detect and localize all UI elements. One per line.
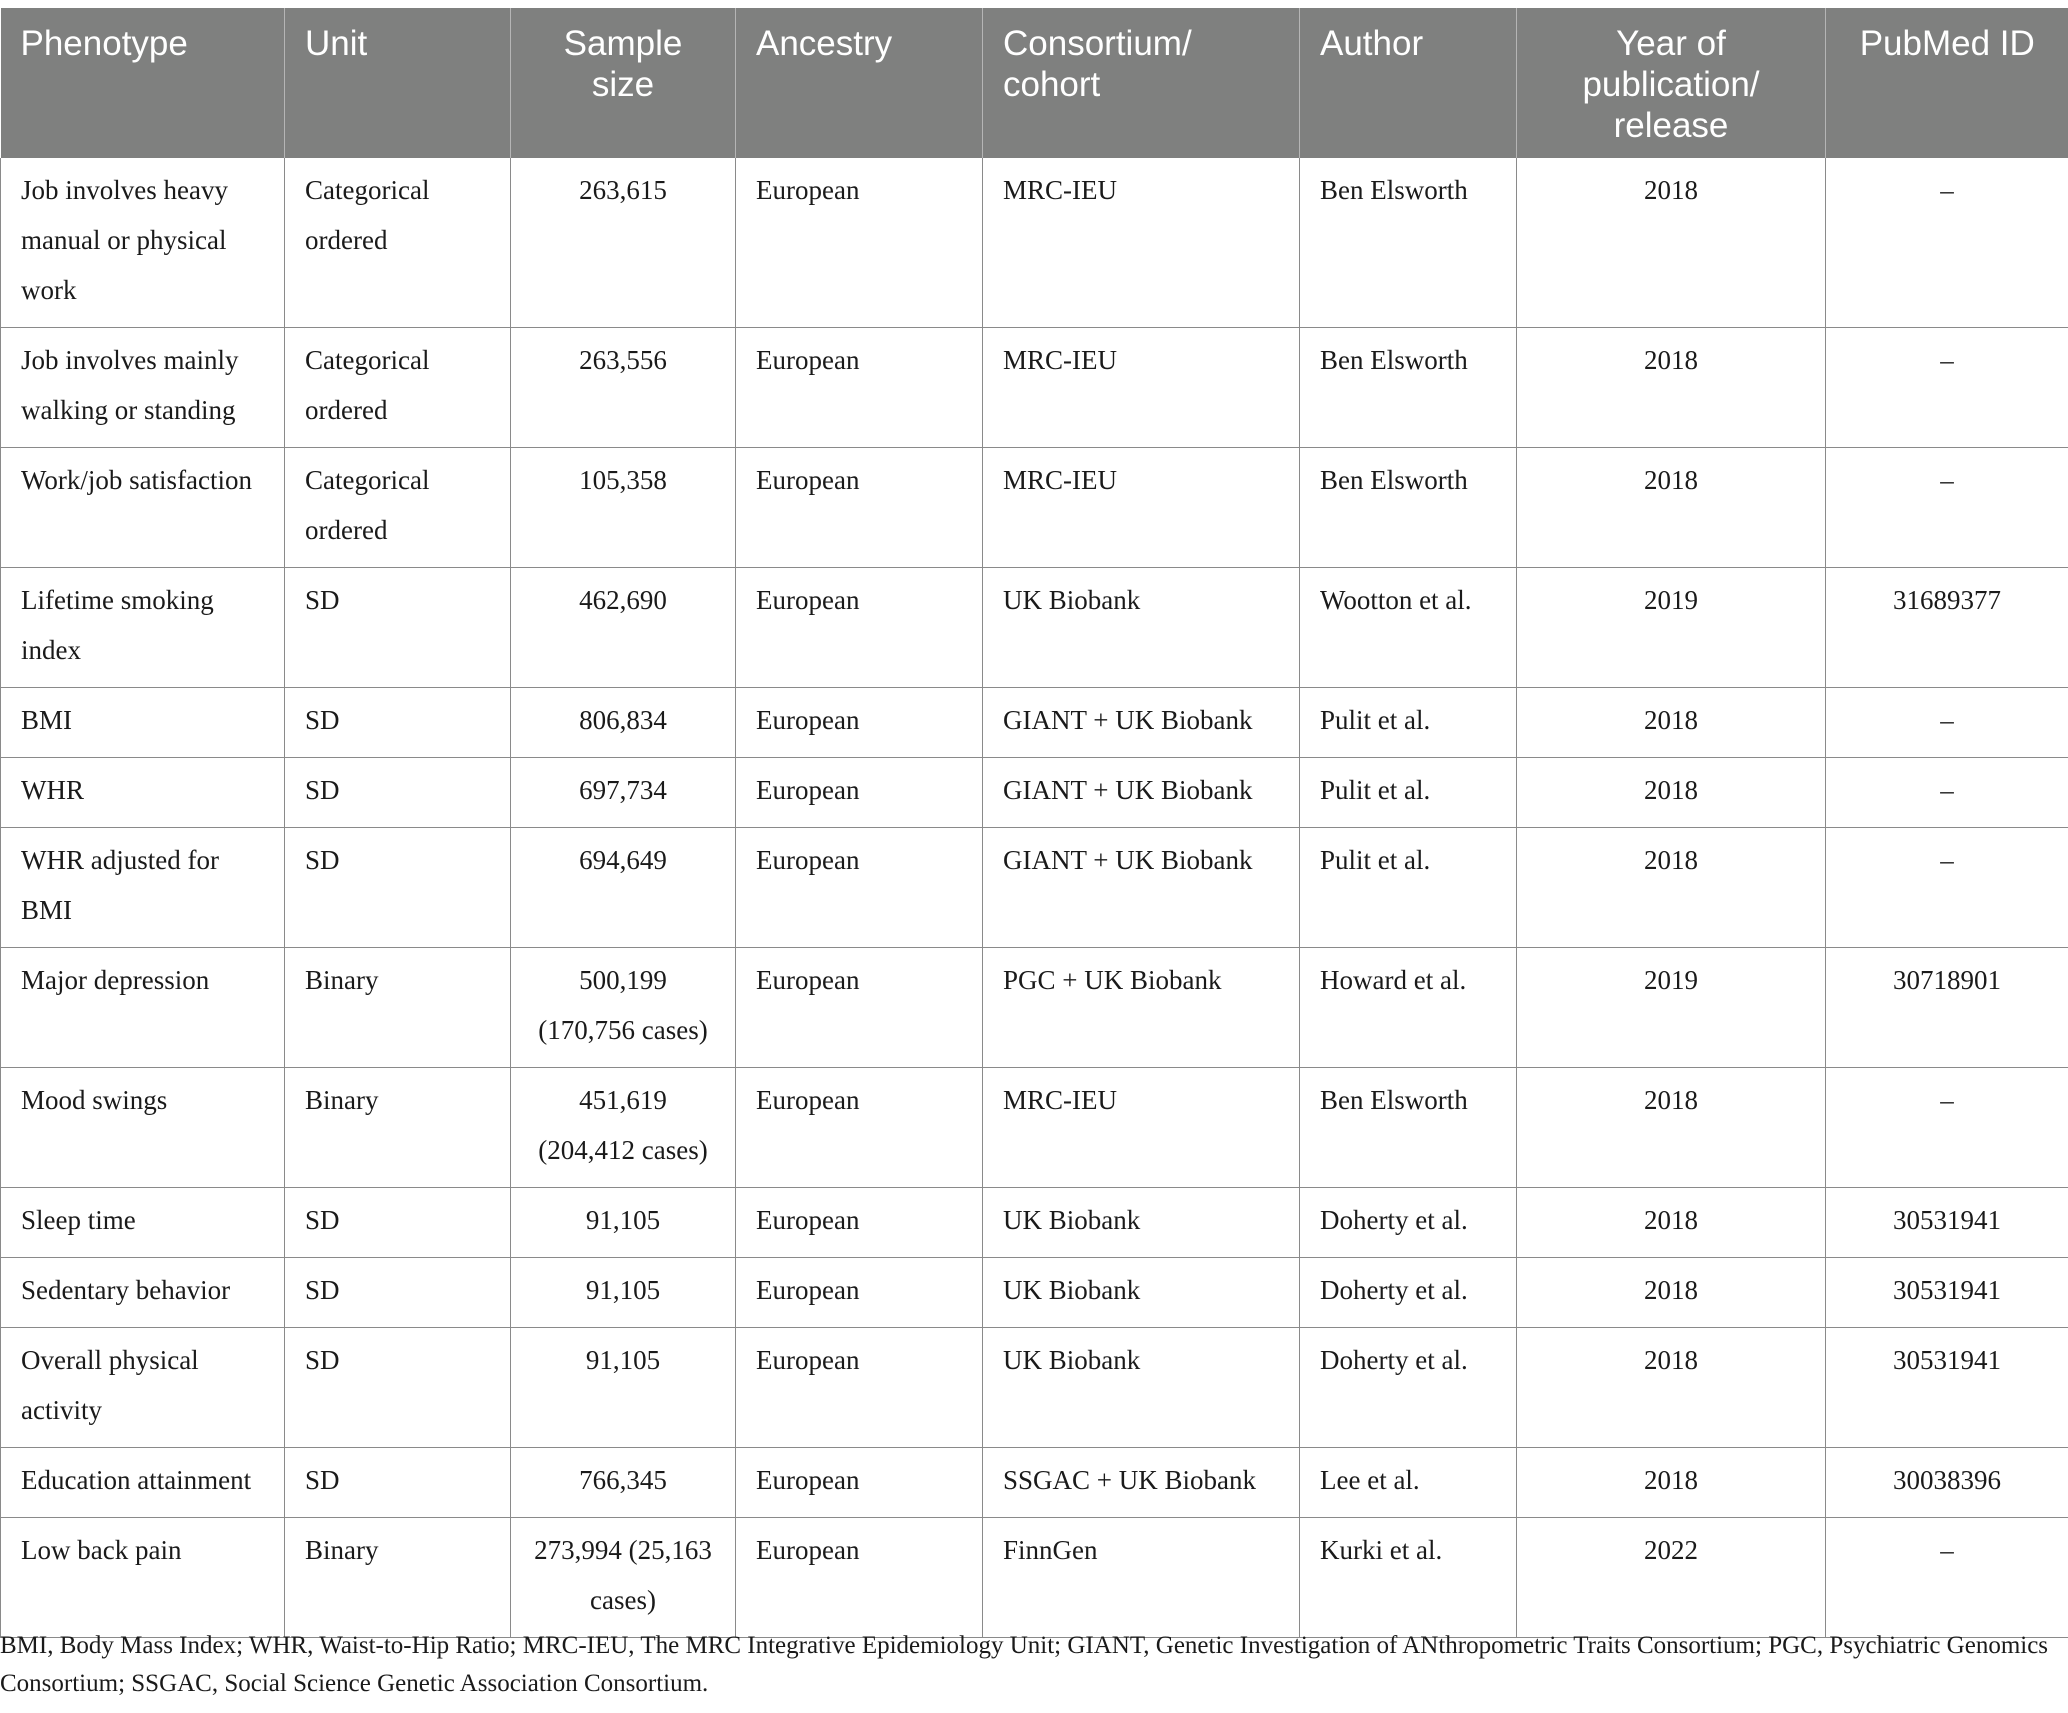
cell-sample-size: 766,345 — [511, 1448, 736, 1518]
cell-year: 2022 — [1517, 1518, 1826, 1638]
cell-author: Doherty et al. — [1300, 1188, 1517, 1258]
cell-phenotype: Education attainment — [1, 1448, 285, 1518]
cell-author: Ben Elsworth — [1300, 328, 1517, 448]
cell-pubmed-id: – — [1826, 328, 2068, 448]
cell-year: 2019 — [1517, 948, 1826, 1068]
cell-consortium: FinnGen — [983, 1518, 1300, 1638]
cell-ancestry: European — [736, 688, 983, 758]
cell-year: 2018 — [1517, 1448, 1826, 1518]
cell-unit: Binary — [285, 948, 511, 1068]
cell-pubmed-id: 30531941 — [1826, 1328, 2068, 1448]
cell-author: Ben Elsworth — [1300, 448, 1517, 568]
cell-unit: Categorical ordered — [285, 328, 511, 448]
cell-pubmed-id: 30531941 — [1826, 1258, 2068, 1328]
cell-year: 2018 — [1517, 328, 1826, 448]
cell-year: 2018 — [1517, 1068, 1826, 1188]
header-year: Year of publication/ release — [1517, 8, 1826, 158]
cell-pubmed-id: – — [1826, 828, 2068, 948]
cell-year: 2018 — [1517, 1188, 1826, 1258]
cell-pubmed-id: – — [1826, 1068, 2068, 1188]
cell-sample-size: 462,690 — [511, 568, 736, 688]
cell-unit: SD — [285, 688, 511, 758]
table-row — [1, 1518, 2068, 1638]
cell-phenotype: Mood swings — [1, 1068, 285, 1188]
cell-unit: SD — [285, 1328, 511, 1448]
cell-year: 2018 — [1517, 158, 1826, 328]
cell-ancestry: European — [736, 758, 983, 828]
header-phenotype: Phenotype — [1, 8, 285, 158]
cell-ancestry: European — [736, 158, 983, 328]
cell-consortium: UK Biobank — [983, 1188, 1300, 1258]
cell-sample-size: 105,358 — [511, 448, 736, 568]
cell-unit: SD — [285, 1448, 511, 1518]
cell-author: Howard et al. — [1300, 948, 1517, 1068]
cell-author: Doherty et al. — [1300, 1258, 1517, 1328]
cell-phenotype: Job involves mainly walking or standing — [1, 328, 285, 448]
cell-ancestry: European — [736, 1328, 983, 1448]
cell-author: Ben Elsworth — [1300, 158, 1517, 328]
cell-consortium: GIANT + UK Biobank — [983, 828, 1300, 948]
cell-pubmed-id: 30718901 — [1826, 948, 2068, 1068]
cell-ancestry: European — [736, 448, 983, 568]
table-row — [1, 158, 2068, 328]
cell-sample-size: 806,834 — [511, 688, 736, 758]
cell-year: 2018 — [1517, 1258, 1826, 1328]
cell-phenotype: Job involves heavy manual or physical work — [1, 158, 285, 328]
cell-consortium: UK Biobank — [983, 1258, 1300, 1328]
cell-author: Pulit et al. — [1300, 828, 1517, 948]
cell-phenotype: Work/job satisfaction — [1, 448, 285, 568]
cell-consortium: MRC-IEU — [983, 1068, 1300, 1188]
cell-year: 2018 — [1517, 1328, 1826, 1448]
cell-sample-size: 273,994 (25,163 cases) — [511, 1518, 736, 1638]
cell-year: 2019 — [1517, 568, 1826, 688]
cell-phenotype: Low back pain — [1, 1518, 285, 1638]
cell-author: Lee et al. — [1300, 1448, 1517, 1518]
cell-ancestry: European — [736, 1518, 983, 1638]
cell-sample-size: 451,619 (204,412 cases) — [511, 1068, 736, 1188]
data-table-container — [0, 8, 2068, 1638]
table-body — [1, 158, 2068, 1638]
header-author: Author — [1300, 8, 1517, 158]
cell-unit: SD — [285, 828, 511, 948]
cell-phenotype: WHR adjusted for BMI — [1, 828, 285, 948]
cell-pubmed-id: 31689377 — [1826, 568, 2068, 688]
cell-year: 2018 — [1517, 448, 1826, 568]
table-row — [1, 1068, 2068, 1188]
cell-pubmed-id: – — [1826, 1518, 2068, 1638]
cell-pubmed-id: – — [1826, 758, 2068, 828]
table-row — [1, 1258, 2068, 1328]
cell-sample-size: 263,556 — [511, 328, 736, 448]
cell-ancestry: European — [736, 948, 983, 1068]
cell-consortium: SSGAC + UK Biobank — [983, 1448, 1300, 1518]
cell-phenotype: Sleep time — [1, 1188, 285, 1258]
cell-unit: Categorical ordered — [285, 448, 511, 568]
cell-consortium: GIANT + UK Biobank — [983, 758, 1300, 828]
header-unit: Unit — [285, 8, 511, 158]
cell-author: Doherty et al. — [1300, 1328, 1517, 1448]
cell-sample-size: 694,649 — [511, 828, 736, 948]
table-row — [1, 568, 2068, 688]
cell-sample-size: 263,615 — [511, 158, 736, 328]
cell-sample-size: 500,199 (170,756 cases) — [511, 948, 736, 1068]
cell-phenotype: Major depression — [1, 948, 285, 1068]
cell-consortium: MRC-IEU — [983, 158, 1300, 328]
table-header-row — [1, 8, 2068, 158]
cell-ancestry: European — [736, 568, 983, 688]
cell-author: Wootton et al. — [1300, 568, 1517, 688]
header-pubmed-id: PubMed ID — [1826, 8, 2068, 158]
cell-author: Kurki et al. — [1300, 1518, 1517, 1638]
cell-sample-size: 697,734 — [511, 758, 736, 828]
cell-author: Pulit et al. — [1300, 758, 1517, 828]
cell-pubmed-id: 30531941 — [1826, 1188, 2068, 1258]
cell-sample-size: 91,105 — [511, 1188, 736, 1258]
cell-ancestry: European — [736, 1188, 983, 1258]
cell-phenotype: BMI — [1, 688, 285, 758]
cell-unit: SD — [285, 758, 511, 828]
cell-year: 2018 — [1517, 828, 1826, 948]
phenotype-table — [0, 8, 2068, 1638]
cell-phenotype: Overall physical activity — [1, 1328, 285, 1448]
cell-ancestry: European — [736, 1068, 983, 1188]
table-row — [1, 328, 2068, 448]
cell-unit: Binary — [285, 1518, 511, 1638]
table-row — [1, 688, 2068, 758]
cell-author: Pulit et al. — [1300, 688, 1517, 758]
cell-pubmed-id: – — [1826, 688, 2068, 758]
table-row — [1, 758, 2068, 828]
header-consortium-cohort: Consortium/ cohort — [983, 8, 1300, 158]
cell-author: Ben Elsworth — [1300, 1068, 1517, 1188]
cell-unit: Categorical ordered — [285, 158, 511, 328]
table-footnote: BMI, Body Mass Index; WHR, Waist-to-Hip Ratio; MRC-IEU, The MRC Integrative Epidemiology Unit; GIANT, Genetic Investigation of ANthropometric Traits Consortium; PGC, Psychiatric Genomics Consortium; SSGAC, Social Science Genetic Association Consortium. — [0, 1632, 2049, 1697]
header-sample-size: Sample size — [511, 8, 736, 158]
cell-ancestry: European — [736, 328, 983, 448]
cell-phenotype: Lifetime smoking index — [1, 568, 285, 688]
cell-pubmed-id: – — [1826, 158, 2068, 328]
table-row — [1, 1188, 2068, 1258]
cell-sample-size: 91,105 — [511, 1258, 736, 1328]
cell-phenotype: Sedentary behavior — [1, 1258, 285, 1328]
cell-consortium: UK Biobank — [983, 1328, 1300, 1448]
cell-unit: SD — [285, 1188, 511, 1258]
table-row — [1, 948, 2068, 1068]
cell-pubmed-id: 30038396 — [1826, 1448, 2068, 1518]
cell-consortium: UK Biobank — [983, 568, 1300, 688]
table-row — [1, 448, 2068, 568]
cell-phenotype: WHR — [1, 758, 285, 828]
cell-ancestry: European — [736, 1448, 983, 1518]
cell-unit: SD — [285, 568, 511, 688]
cell-ancestry: European — [736, 828, 983, 948]
cell-unit: SD — [285, 1258, 511, 1328]
cell-sample-size: 91,105 — [511, 1328, 736, 1448]
cell-year: 2018 — [1517, 758, 1826, 828]
table-row — [1, 1328, 2068, 1448]
header-ancestry: Ancestry — [736, 8, 983, 158]
cell-consortium: GIANT + UK Biobank — [983, 688, 1300, 758]
table-row — [1, 828, 2068, 948]
table-row — [1, 1448, 2068, 1518]
cell-consortium: PGC + UK Biobank — [983, 948, 1300, 1068]
cell-consortium: MRC-IEU — [983, 328, 1300, 448]
cell-consortium: MRC-IEU — [983, 448, 1300, 568]
cell-year: 2018 — [1517, 688, 1826, 758]
cell-pubmed-id: – — [1826, 448, 2068, 568]
cell-ancestry: European — [736, 1258, 983, 1328]
cell-unit: Binary — [285, 1068, 511, 1188]
